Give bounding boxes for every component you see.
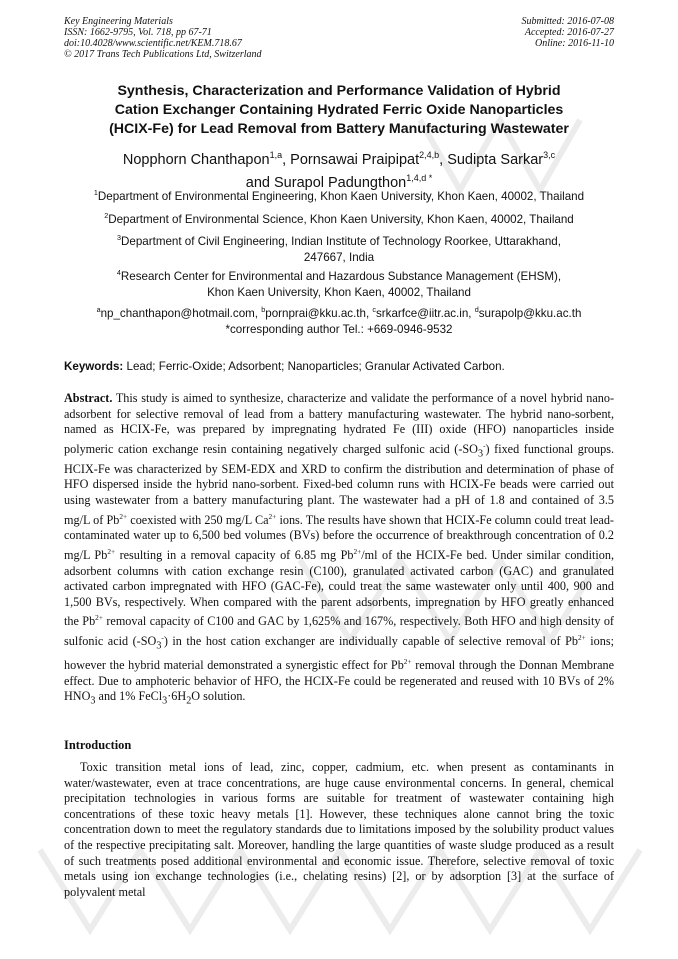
- author-1-affil: 1,a: [269, 150, 283, 160]
- abstract-sup: 2+: [353, 546, 362, 556]
- email-2[interactable]: pornprai@kku.ac.th,: [265, 306, 373, 320]
- author-3: Sudipta Sarkar: [447, 151, 544, 168]
- affiliation-4-text: Research Center for Environmental and Hazardous Substance Management (EHSM),: [120, 269, 562, 283]
- abstract-text: ions. The results have shown that HCIX-Fe column could treat lead-contaminated water up to 6,500 bed volumes (BVs) before the occurrence of breakthrough concentration of 0.2 mg/L Pb: [64, 512, 614, 562]
- abstract-sub: 3: [162, 695, 168, 707]
- author-4: Surapol Padungthon: [274, 174, 407, 191]
- title-line-2: Cation Exchanger Containing Hydrated Ferric Oxide Nanoparticles: [114, 102, 564, 118]
- author-and: and: [245, 174, 274, 191]
- journal-name: Key Engineering Materials: [64, 16, 173, 27]
- abstract-text: ions; however the hybrid material demonstrated a synergistic effect for Pb: [64, 634, 614, 673]
- affiliation-1: [64, 185, 614, 205]
- author-2: Pornsawai Praipipat: [290, 151, 420, 168]
- abstract-text: This study is aimed to synthesize, characterize and validate the performance of a novel hybrid nano-adsorbent for selective removal of lead from a battery manufacturing wastewater. The hybrid nano-sorbent, named as HCIX-Fe, was prepared by impregnating hydrated Fe (III) oxide (HFO) nanoparticles inside polymeric cation exchange resin containing negatively charged sulfonic acid (-SO: [64, 391, 614, 456]
- author-2-affil: 2,4,b: [419, 150, 440, 160]
- email-mark-a: a: [96, 305, 101, 314]
- email-3[interactable]: srkarfce@iitr.ac.in,: [376, 306, 475, 320]
- email-mark-c: c: [372, 305, 376, 314]
- title-line-3: (HCIX-Fe) for Lead Removal from Battery Manufacturing Wastewater: [109, 121, 569, 137]
- affiliation-4: [64, 265, 614, 301]
- journal-doi[interactable]: doi:10.4028/www.scientific.net/KEM.718.67: [64, 38, 242, 49]
- affiliation-1-mark: 1: [93, 188, 98, 197]
- affiliation-3: [64, 230, 614, 266]
- abstract-text: ·6H: [167, 689, 187, 704]
- abstract-text: removal through the Donnan Membrane effect. Due to amphoteric behavior of HFO, the HCIX-Fe could be regenerated and reused with 10 BVs of 2% HNO: [64, 658, 614, 704]
- accepted-date: Accepted: 2016-07-27: [524, 27, 614, 38]
- submitted-date: Submitted: 2016-07-08: [521, 16, 614, 27]
- journal-copyright: © 2017 Trans Tech Publications Ltd, Switzerland: [64, 49, 262, 60]
- author-emails: [64, 302, 614, 322]
- email-1[interactable]: np_chanthapon@hotmail.com,: [100, 306, 262, 320]
- authors-line-1: [64, 146, 614, 169]
- affiliation-3-text: Department of Civil Engineering, Indian Institute of Technology Roorkee, Uttarakhand,: [121, 234, 561, 248]
- journal-issn: ISSN: 1662-9795, Vol. 718, pp 67-71: [64, 27, 212, 38]
- abstract-sub: 3: [90, 695, 96, 707]
- affiliation-3-text-2: 247667, India: [303, 250, 375, 264]
- abstract-text: /ml of the HCIX-Fe bed. Under similar condition, adsorbent columns with cation exchange resin (C100), granulated activated carbon (GAC) and granulated activated carbon impregnated with HFO (GAC-Fe), could treat the same wastewater only until 400, 900 and 1,500 BVs, respectively. When compared with the parent adsorbents, impregnation by HFO greatly enhanced the Pb: [64, 547, 614, 629]
- paper-title: [64, 82, 614, 139]
- affiliation-1-text: Department of Environmental Engineering, Khon Kaen University, Khon Kaen, 40002, Thailand: [97, 189, 585, 203]
- abstract-text: ) fixed functional groups. HCIX-Fe was characterized by SEM-EDX and XRD to confirm the distribution and determination of phase of HFO dispersed inside the hybrid nano-sorbent. Fixed-bed column runs with HCIX-Fe beads were carried out using wastewater from a battery manufacturing plant. The wastewater had a pH of 1.8 and contained of 3.5 mg/L of Pb: [64, 441, 614, 527]
- introduction-heading: Introduction: [64, 738, 132, 752]
- online-date: Online: 2016-11-10: [535, 38, 614, 49]
- abstract-text: O solution.: [191, 689, 246, 704]
- abstract-sub: 2: [186, 695, 192, 707]
- corresponding-author: *corresponding author Tel.: +669-0946-9532: [225, 323, 453, 336]
- affiliation-2-text: Department of Environmental Science, Khon Kaen University, Khon Kaen, 40002, Thailand: [108, 212, 574, 226]
- journal-header-right: [522, 16, 615, 49]
- author-3-affil: 3,c: [543, 150, 556, 160]
- affiliation-3-mark: 3: [117, 233, 122, 242]
- abstract-label: Abstract.: [64, 391, 113, 405]
- author-sep: ,: [439, 151, 448, 168]
- affiliation-4-mark: 4: [116, 268, 121, 277]
- affiliation-4-text-2: Khon Kaen University, Khon Kaen, 40002, Thailand: [207, 285, 471, 299]
- email-4[interactable]: surapolp@kku.ac.th: [478, 306, 582, 320]
- abstract-sup: 2+: [577, 633, 586, 642]
- abstract-sup: -: [161, 633, 164, 642]
- abstract-sup: 2+: [107, 546, 116, 556]
- author-sep: ,: [282, 151, 291, 168]
- abstract-sup: 2+: [268, 511, 277, 521]
- keywords: [64, 359, 614, 375]
- affiliation-2-mark: 2: [104, 211, 109, 220]
- affiliation-2: [64, 208, 614, 228]
- abstract-sub: 3: [477, 448, 484, 460]
- email-mark-d: d: [474, 305, 479, 314]
- abstract-sub: 3: [156, 640, 162, 652]
- email-mark-b: b: [261, 305, 266, 314]
- abstract: [64, 391, 614, 709]
- abstract-text: resulting in a removal capacity of 6.85 mg Pb: [115, 547, 354, 562]
- abstract-text: removal capacity of C100 and GAC by 1,625% and 167%, respectively. Both HFO and high density of sulfonic acid (-SO: [64, 614, 614, 649]
- abstract-sup: 2+: [119, 511, 128, 521]
- journal-header-left: [64, 16, 262, 60]
- abstract-text: coexisted with 250 mg/L Ca: [127, 512, 269, 527]
- abstract-sup: 2+: [403, 657, 412, 667]
- title-line-1: Synthesis, Characterization and Performance Validation of Hybrid: [117, 83, 561, 99]
- abstract-text: and 1% FeCl: [95, 689, 163, 704]
- author-4-affil: 1,4,d *: [406, 172, 433, 183]
- keywords-text: Lead; Ferric-Oxide; Adsorbent; Nanoparticles; Granular Activated Carbon.: [123, 360, 505, 373]
- abstract-text: ) in the host cation exchanger are individually capable of selective removal of Pb: [163, 634, 578, 649]
- introduction-text: Toxic transition metal ions of lead, zinc, copper, cadmium, etc. when present as contaminants in water/wastewater, even at trace concentrations, are huge cause environmental concerns. In general, chemical precipitation technologies in various forms are suitable for treatment of wastewater containing high concentrations of these toxic heavy metals [1]. However, these techniques alone cannot bring the toxic concentration down to meet the regulatory standards due to limitations imposed by the solubility product values of the respective precipitating salt. Moreover, handling the large quantities of waste sludge produced as a result of such treatments posed additional environmental and economic issue. Therefore, selective removal of toxic metals using ion exchange technologies (i.e., chelating resins) [2], or by adsorption [3] at the surface of polyvalent metal: [64, 760, 614, 899]
- author-1: Nopphorn Chanthapon: [122, 151, 270, 168]
- keywords-label: Keywords:: [64, 360, 124, 373]
- abstract-sup: 2+: [95, 613, 103, 623]
- abstract-sup: -: [483, 440, 486, 450]
